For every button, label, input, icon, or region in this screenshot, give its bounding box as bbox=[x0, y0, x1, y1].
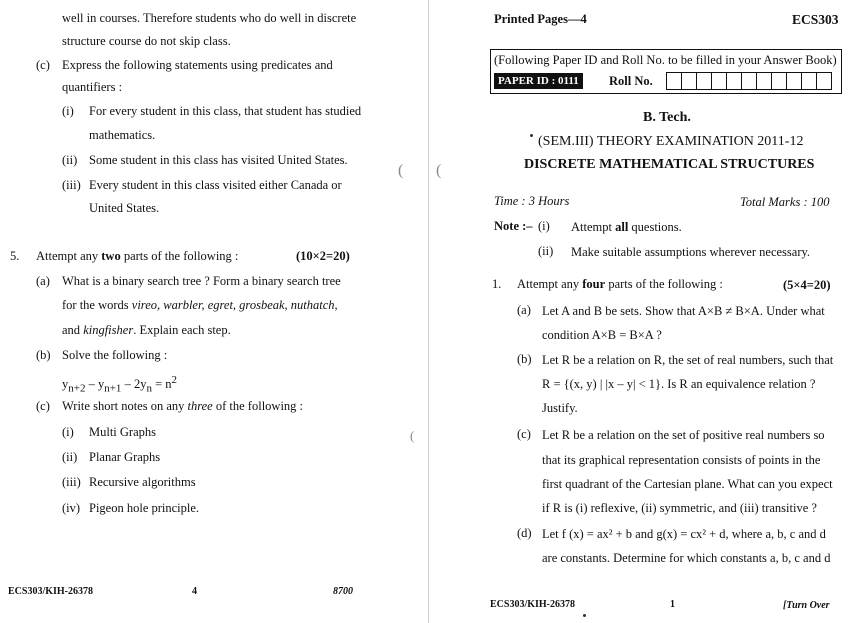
q5c-line1: Write short notes on any three of the following : bbox=[62, 399, 304, 413]
note-i-label: (i) bbox=[62, 425, 74, 439]
q5-marks: (10×2=20) bbox=[296, 249, 350, 263]
part-c-text-1: Express the following statements using predicates and bbox=[62, 58, 333, 72]
q1c-line4: if R is (i) reflexive, (ii) symmetric, and (iii) transitive ? bbox=[542, 501, 817, 515]
printed-pages: Printed Pages—4 bbox=[494, 12, 587, 26]
q1c-line3: first quadrant of the Cartesian plane. What can you expect bbox=[542, 477, 833, 491]
para-tail-line-1: well in courses. Therefore students who do well in discrete bbox=[62, 11, 357, 25]
right-footer-page: 1 bbox=[670, 599, 675, 610]
left-footer-number: 8700 bbox=[333, 586, 353, 597]
degree-title: B. Tech. bbox=[643, 110, 691, 125]
q5a-line3: and kingfisher. Explain each step. bbox=[62, 323, 231, 337]
scan-dot bbox=[583, 614, 586, 617]
q1a-line1: Let A and B be sets. Show that A×B ≠ B×A. Under what bbox=[542, 304, 825, 318]
c-item-iii-line2: United States. bbox=[89, 201, 160, 215]
exam-title: (SEM.III) THEORY EXAMINATION 2011-12 bbox=[538, 134, 804, 149]
q1a-label: (a) bbox=[517, 303, 531, 317]
scan-mark: ( bbox=[398, 162, 404, 179]
q1d-line2: are constants. Determine for which constants a, b, c and d bbox=[542, 551, 831, 565]
scan-mark: ( bbox=[436, 162, 442, 179]
c-item-ii-label: (ii) bbox=[62, 153, 78, 167]
q5b-line1: Solve the following : bbox=[62, 348, 168, 362]
note-ii-label: (ii) bbox=[538, 244, 554, 258]
scan-dot bbox=[530, 134, 533, 137]
part-c-label: (c) bbox=[36, 58, 50, 72]
c-item-i-line1: For every student in this class, that student has studied bbox=[89, 104, 362, 118]
roll-no-cells bbox=[667, 72, 832, 90]
note-iii-text: Recursive algorithms bbox=[89, 475, 196, 489]
q5a-line2: for the words vireo, warbler, egret, grosbeak, nuthatch, bbox=[62, 298, 338, 312]
note-ii-label: (ii) bbox=[62, 450, 78, 464]
note-i-text: Multi Graphs bbox=[89, 425, 157, 439]
q5-text: Attempt any two parts of the following : bbox=[36, 249, 239, 263]
q1b-line3: Justify. bbox=[542, 401, 578, 415]
c-item-i-line2: mathematics. bbox=[89, 128, 156, 142]
total-marks: Total Marks : 100 bbox=[740, 195, 830, 209]
paper-id-label: PAPER ID : 0111 bbox=[494, 73, 583, 89]
q1b-line1: Let R be a relation on R, the set of real numbers, such that bbox=[542, 353, 834, 367]
scan-mark: ( bbox=[410, 428, 415, 443]
q1c-line1: Let R be a relation on the set of positive real numbers so bbox=[542, 428, 825, 442]
q1b-label: (b) bbox=[517, 352, 532, 366]
part-c-text-2: quantifiers : bbox=[62, 80, 123, 94]
page-divider bbox=[428, 0, 429, 623]
q5-number: 5. bbox=[10, 249, 20, 263]
q1d-line1: Let f (x) = ax² + b and g(x) = cx² + d, where a, b, c and d bbox=[542, 527, 826, 541]
left-footer-page: 4 bbox=[192, 586, 197, 597]
q1-marks: (5×4=20) bbox=[783, 278, 831, 292]
q5c-label: (c) bbox=[36, 399, 50, 413]
right-footer-code: ECS303/KIH-26378 bbox=[490, 599, 576, 610]
q1-number: 1. bbox=[492, 277, 502, 291]
q5a-line1: What is a binary search tree ? Form a binary search tree bbox=[62, 274, 341, 288]
note-iv-label: (iv) bbox=[62, 501, 81, 515]
c-item-iii-label: (iii) bbox=[62, 178, 81, 192]
q1d-label: (d) bbox=[517, 526, 532, 540]
c-item-ii-line1: Some student in this class has visited United States. bbox=[89, 153, 348, 167]
note-ii-text: Planar Graphs bbox=[89, 450, 161, 464]
roll-no-label: Roll No. bbox=[609, 74, 653, 88]
note-label: Note :– bbox=[494, 219, 533, 233]
exam-time: Time : 3 Hours bbox=[494, 194, 570, 208]
para-tail-line-2: structure course do not skip class. bbox=[62, 34, 231, 48]
note-i-text: Attempt all questions. bbox=[571, 220, 682, 234]
q1c-line2: that its graphical representation consists of points in the bbox=[542, 453, 821, 467]
c-item-i-label: (i) bbox=[62, 104, 74, 118]
q1c-label: (c) bbox=[517, 427, 531, 441]
c-item-iii-line1: Every student in this class visited either Canada or bbox=[89, 178, 342, 192]
q5b-equation: $y_{n+2} - y_{n+1} - 2y_n = n^2$ bbox=[62, 374, 177, 395]
subject-title: DISCRETE MATHEMATICAL STRUCTURES bbox=[524, 157, 815, 172]
note-iii-label: (iii) bbox=[62, 475, 81, 489]
course-code: ECS303 bbox=[792, 12, 839, 27]
paper-id-box bbox=[490, 49, 842, 94]
q5a-label: (a) bbox=[36, 274, 50, 288]
q5b-label: (b) bbox=[36, 348, 51, 362]
turn-over: [Turn Over bbox=[783, 600, 830, 611]
q1b-line2: R = {(x, y) | |x – y| < 1}. Is R an equivalence relation ? bbox=[542, 377, 816, 391]
note-ii-text: Make suitable assumptions wherever necessary. bbox=[571, 245, 811, 259]
q1-text: Attempt any four parts of the following : bbox=[517, 277, 723, 291]
note-i-label: (i) bbox=[538, 219, 550, 233]
note-iv-text: Pigeon hole principle. bbox=[89, 501, 200, 515]
q1a-line2: condition A×B = B×A ? bbox=[542, 328, 662, 342]
left-footer-code: ECS303/KIH-26378 bbox=[8, 586, 94, 597]
paper-id-instructions: (Following Paper ID and Roll No. to be filled in your Answer Book) bbox=[494, 53, 837, 67]
